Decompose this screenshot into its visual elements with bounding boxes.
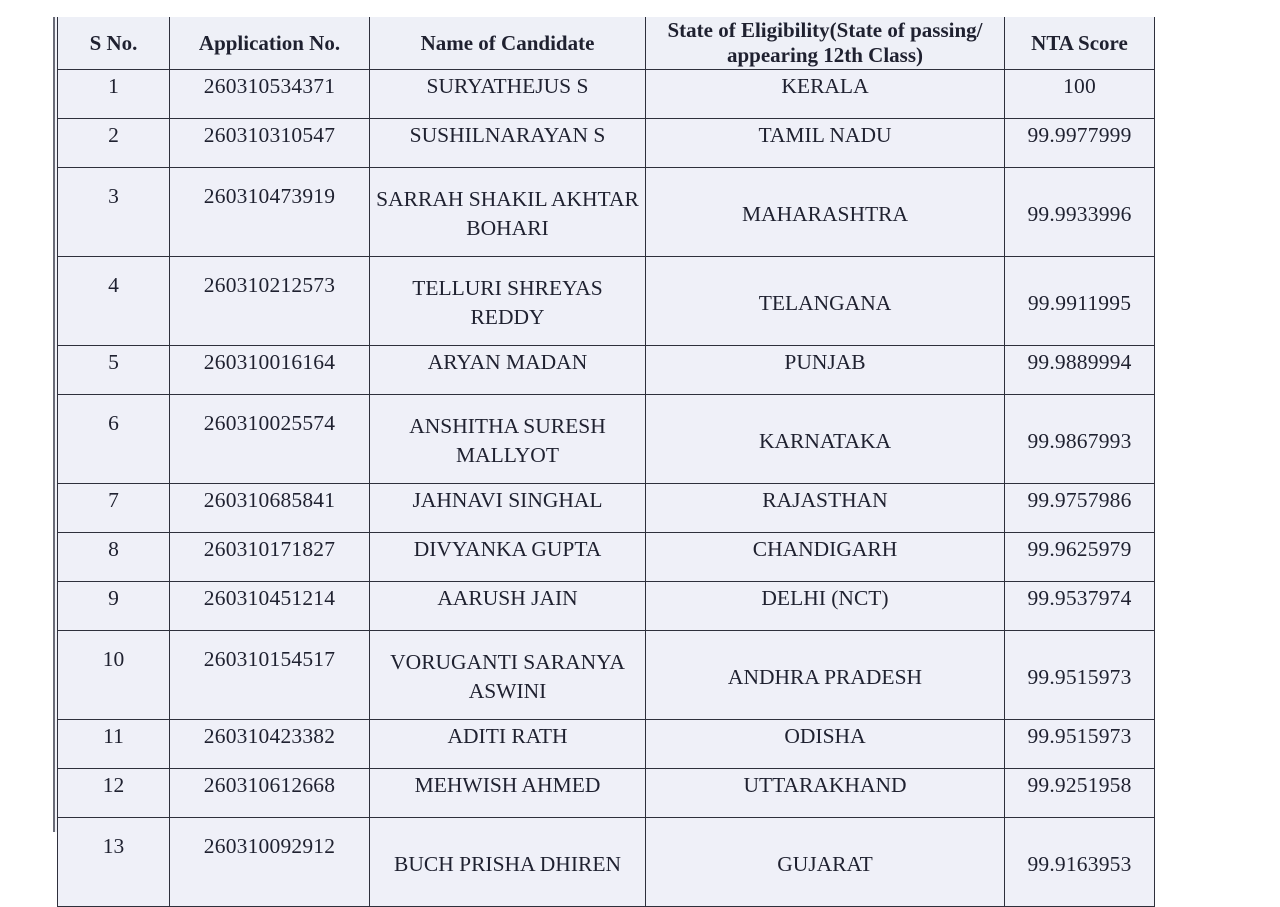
cell-application-no: 260310534371 bbox=[170, 70, 370, 119]
cell-nta-score: 99.9251958 bbox=[1005, 769, 1155, 818]
cell-application-no: 260310451214 bbox=[170, 582, 370, 631]
cell-application-no: 260310154517 bbox=[170, 631, 370, 720]
table-row bbox=[58, 720, 1155, 769]
cell-application-no: 260310310547 bbox=[170, 119, 370, 168]
cell-application-no: 260310092912 bbox=[170, 818, 370, 907]
cell-nta-score: 99.9889994 bbox=[1005, 346, 1155, 395]
cell-application-no: 260310685841 bbox=[170, 484, 370, 533]
cell-candidate-name: AARUSH JAIN bbox=[370, 582, 646, 631]
cell-state: TELANGANA bbox=[646, 257, 1005, 346]
cell-state: KERALA bbox=[646, 70, 1005, 119]
table-row bbox=[58, 168, 1155, 257]
cell-application-no: 260310025574 bbox=[170, 395, 370, 484]
cell-candidate-name: BUCH PRISHA DHIREN bbox=[370, 818, 646, 907]
cell-nta-score: 99.9977999 bbox=[1005, 119, 1155, 168]
header-score: NTA Score bbox=[1005, 17, 1155, 70]
cell-candidate-name: SURYATHEJUS S bbox=[370, 70, 646, 119]
cell-application-no: 260310171827 bbox=[170, 533, 370, 582]
cell-candidate-name: SARRAH SHAKIL AKHTAR BOHARI bbox=[370, 168, 646, 257]
cell-candidate-name: ARYAN MADAN bbox=[370, 346, 646, 395]
cell-s-no: 10 bbox=[58, 631, 170, 720]
table-row bbox=[58, 346, 1155, 395]
cell-nta-score: 99.9757986 bbox=[1005, 484, 1155, 533]
cell-application-no: 260310423382 bbox=[170, 720, 370, 769]
cell-state: PUNJAB bbox=[646, 346, 1005, 395]
cell-state: UTTARAKHAND bbox=[646, 769, 1005, 818]
cell-nta-score: 99.9867993 bbox=[1005, 395, 1155, 484]
cell-nta-score: 99.9911995 bbox=[1005, 257, 1155, 346]
cell-application-no: 260310016164 bbox=[170, 346, 370, 395]
cell-state: ODISHA bbox=[646, 720, 1005, 769]
cell-nta-score: 100 bbox=[1005, 70, 1155, 119]
cell-s-no: 3 bbox=[58, 168, 170, 257]
cell-s-no: 13 bbox=[58, 818, 170, 907]
cell-candidate-name: MEHWISH AHMED bbox=[370, 769, 646, 818]
table-row bbox=[58, 769, 1155, 818]
table-row bbox=[58, 818, 1155, 907]
cell-s-no: 5 bbox=[58, 346, 170, 395]
cell-candidate-name: ANSHITHA SURESH MALLYOT bbox=[370, 395, 646, 484]
cell-nta-score: 99.9537974 bbox=[1005, 582, 1155, 631]
header-row bbox=[58, 17, 1155, 70]
cell-application-no: 260310612668 bbox=[170, 769, 370, 818]
cell-s-no: 9 bbox=[58, 582, 170, 631]
header-application-no: Application No. bbox=[170, 17, 370, 70]
table-row bbox=[58, 484, 1155, 533]
cell-s-no: 4 bbox=[58, 257, 170, 346]
header-s-no: S No. bbox=[58, 17, 170, 70]
cell-state: KARNATAKA bbox=[646, 395, 1005, 484]
cell-candidate-name: ADITI RATH bbox=[370, 720, 646, 769]
cell-candidate-name: DIVYANKA GUPTA bbox=[370, 533, 646, 582]
cell-nta-score: 99.9933996 bbox=[1005, 168, 1155, 257]
cell-nta-score: 99.9515973 bbox=[1005, 631, 1155, 720]
cell-s-no: 11 bbox=[58, 720, 170, 769]
cell-state: MAHARASHTRA bbox=[646, 168, 1005, 257]
cell-s-no: 7 bbox=[58, 484, 170, 533]
table-row bbox=[58, 533, 1155, 582]
cell-s-no: 1 bbox=[58, 70, 170, 119]
table-row bbox=[58, 631, 1155, 720]
table-row bbox=[58, 582, 1155, 631]
cell-nta-score: 99.9625979 bbox=[1005, 533, 1155, 582]
cell-state: GUJARAT bbox=[646, 818, 1005, 907]
cell-state: CHANDIGARH bbox=[646, 533, 1005, 582]
scanned-document bbox=[55, 17, 1155, 876]
cell-state: ANDHRA PRADESH bbox=[646, 631, 1005, 720]
cell-candidate-name: VORUGANTI SARANYA ASWINI bbox=[370, 631, 646, 720]
cell-s-no: 8 bbox=[58, 533, 170, 582]
header-state: State of Eligibility(State of passing/ appearing 12th Class) bbox=[646, 17, 1005, 70]
cell-state: TAMIL NADU bbox=[646, 119, 1005, 168]
table-row bbox=[58, 119, 1155, 168]
cell-candidate-name: TELLURI SHREYAS REDDY bbox=[370, 257, 646, 346]
cell-state: DELHI (NCT) bbox=[646, 582, 1005, 631]
header-name: Name of Candidate bbox=[370, 17, 646, 70]
cell-nta-score: 99.9515973 bbox=[1005, 720, 1155, 769]
cell-s-no: 12 bbox=[58, 769, 170, 818]
results-table bbox=[57, 17, 1155, 907]
cell-s-no: 6 bbox=[58, 395, 170, 484]
cell-candidate-name: SUSHILNARAYAN S bbox=[370, 119, 646, 168]
cell-s-no: 2 bbox=[58, 119, 170, 168]
cell-application-no: 260310473919 bbox=[170, 168, 370, 257]
cell-nta-score: 99.9163953 bbox=[1005, 818, 1155, 907]
cell-application-no: 260310212573 bbox=[170, 257, 370, 346]
cell-candidate-name: JAHNAVI SINGHAL bbox=[370, 484, 646, 533]
table-row bbox=[58, 70, 1155, 119]
cell-state: RAJASTHAN bbox=[646, 484, 1005, 533]
table-row bbox=[58, 395, 1155, 484]
table-row bbox=[58, 257, 1155, 346]
